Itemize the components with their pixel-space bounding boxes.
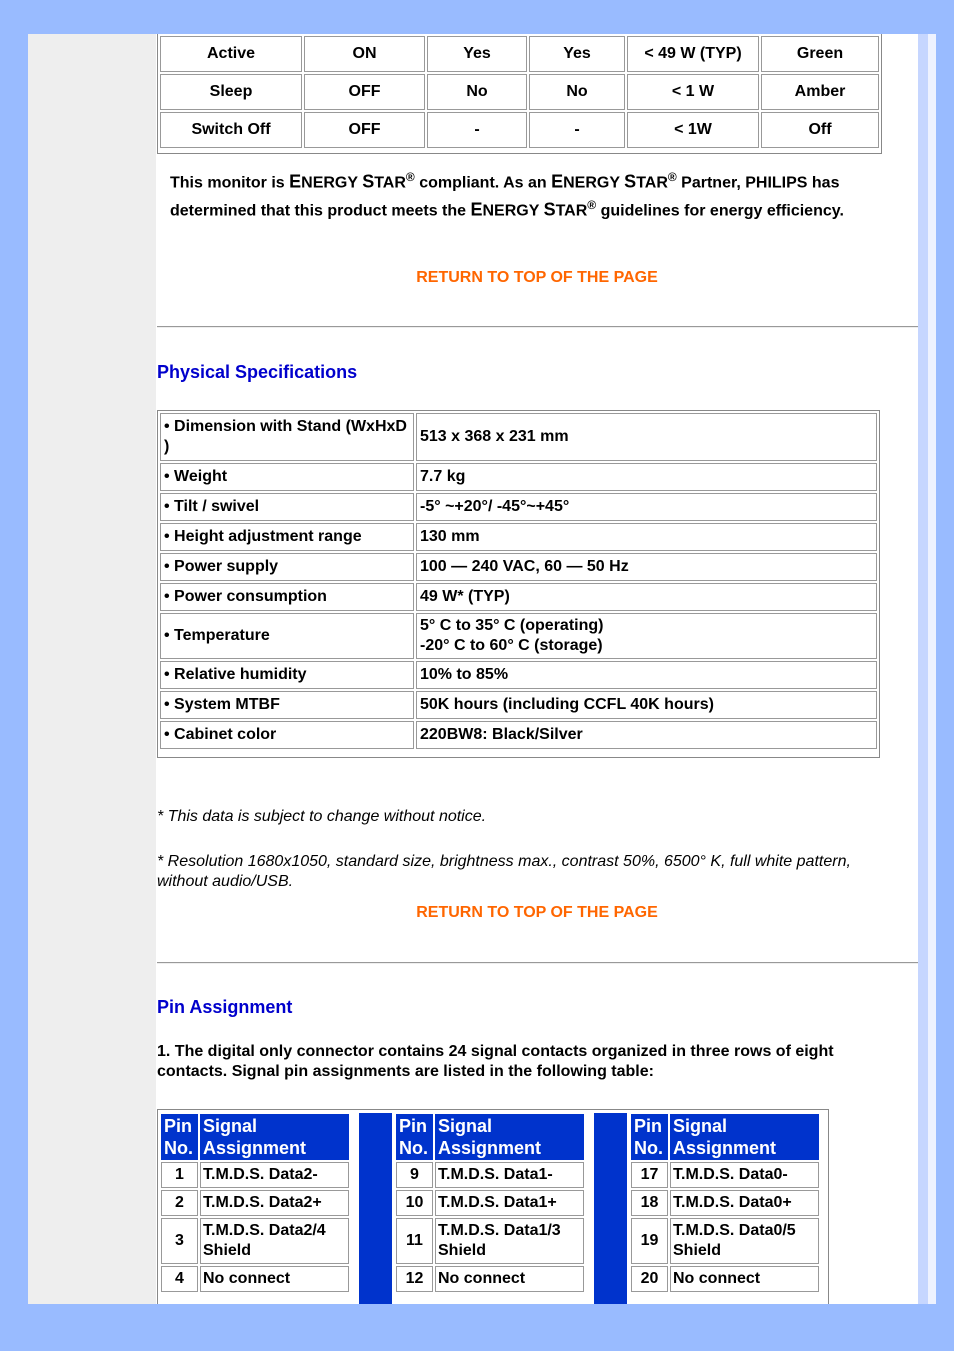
table-row [160, 691, 877, 719]
energy-text: E [470, 199, 483, 220]
physical-specs-table [157, 410, 880, 758]
energy-text: NERGY [301, 174, 358, 192]
signal-header [435, 1114, 584, 1160]
table-row [160, 413, 877, 461]
spec-value: 100 — 240 VAC, 60 — 50 Hz [416, 553, 877, 581]
spec-label: • System MTBF [160, 691, 414, 719]
pin-number: 1 [161, 1162, 198, 1188]
header-line: No. [164, 1138, 193, 1158]
table-cell: OFF [304, 74, 425, 110]
pin-block-3 [629, 1112, 821, 1294]
energy-text: TAR [555, 202, 588, 220]
pin-intro-text: 1. The digital only connector contains 24 signal contacts organized in three rows of eight contacts. Signal pin assignments are listed in the following table: [157, 1043, 834, 1080]
table-row [160, 583, 877, 611]
spec-label: • Temperature [160, 613, 414, 659]
header-line: Pin [634, 1116, 663, 1136]
energy-text: This monitor is [170, 174, 290, 192]
pin-signal: No connect [200, 1266, 349, 1292]
spec-value: 513 x 368 x 231 mm [416, 413, 877, 461]
table-cell: < 49 W (TYP) [627, 36, 759, 72]
pin-header-row [161, 1114, 349, 1160]
right-edge-bar [928, 34, 936, 1304]
energy-text: NERGY [482, 202, 540, 220]
table-cell: - [529, 112, 625, 148]
pin-header-row [631, 1114, 819, 1160]
header-line: Pin [399, 1116, 428, 1136]
energy-text: guidelines for energy efficiency. [596, 202, 844, 220]
table-cell: Yes [427, 36, 527, 72]
pin-number: 2 [161, 1190, 198, 1216]
page-frame [28, 34, 936, 1304]
pin-column-separator [594, 1113, 627, 1304]
table-row [160, 553, 877, 581]
header-line: Signal [673, 1116, 728, 1136]
header-line: Signal [438, 1116, 493, 1136]
spec-label: • Relative humidity [160, 661, 414, 689]
pin-block-1 [159, 1112, 351, 1294]
spec-label: • Height adjustment range [160, 523, 414, 551]
table-row [396, 1162, 584, 1188]
spec-value: 49 W* (TYP) [416, 583, 877, 611]
pin-header-row [396, 1114, 584, 1160]
table-row [396, 1218, 584, 1264]
pin-number: 11 [396, 1218, 433, 1264]
header-line: Assignment [203, 1138, 307, 1158]
registered-mark: ® [667, 170, 677, 184]
pin-number: 12 [396, 1266, 433, 1292]
pin-number: 17 [631, 1162, 668, 1188]
pin-signal: No connect [435, 1266, 584, 1292]
energy-text: S [624, 171, 637, 192]
pin-signal: T.M.D.S. Data0/5 Shield [670, 1218, 819, 1264]
energy-text: TAR [374, 174, 406, 192]
energy-star-note [170, 166, 870, 223]
left-column [28, 34, 156, 1304]
return-to-top-link[interactable]: RETURN TO TOP OF THE PAGE [416, 904, 658, 921]
table-row [631, 1218, 819, 1264]
pin-signal: T.M.D.S. Data2+ [200, 1190, 349, 1216]
signal-header [670, 1114, 819, 1160]
resolution-note: * Resolution 1680x1050, standard size, brightness max., contrast 50%, 6500° K, full white pattern, without audio/USB. [157, 853, 851, 890]
energy-text: E [551, 171, 564, 192]
pin-signal: T.M.D.S. Data0+ [670, 1190, 819, 1216]
table-cell: Active [160, 36, 302, 72]
table-cell: ON [304, 36, 425, 72]
spec-value: 10% to 85% [416, 661, 877, 689]
pin-number: 19 [631, 1218, 668, 1264]
table-row [160, 721, 877, 749]
return-to-top-link[interactable]: RETURN TO TOP OF THE PAGE [416, 269, 658, 286]
spec-value: 50K hours (including CCFL 40K hours) [416, 691, 877, 719]
section-title-physical: Physical Specifications [157, 362, 358, 382]
pin-block-2 [394, 1112, 586, 1294]
pin-number: 20 [631, 1266, 668, 1292]
table-row [631, 1266, 819, 1292]
energy-text: S [543, 199, 556, 220]
table-cell: Sleep [160, 74, 302, 110]
signal-header [200, 1114, 349, 1160]
energy-text: compliant. As an [414, 174, 552, 192]
table-cell: OFF [304, 112, 425, 148]
table-cell: < 1 W [627, 74, 759, 110]
pin-no-header [631, 1114, 668, 1160]
spec-value-line: -20° C to 60° C (storage) [420, 637, 603, 654]
registered-mark: ® [587, 198, 597, 213]
table-row [160, 523, 877, 551]
header-line: No. [399, 1138, 428, 1158]
spec-value: 220BW8: Black/Silver [416, 721, 877, 749]
pin-signal: T.M.D.S. Data1+ [435, 1190, 584, 1216]
pin-signal: No connect [670, 1266, 819, 1292]
right-border-bar [918, 34, 928, 1304]
spec-label: • Dimension with Stand (WxHxD ) [160, 413, 414, 461]
pin-number: 4 [161, 1266, 198, 1292]
spec-value: 130 mm [416, 523, 877, 551]
table-cell: No [427, 74, 527, 110]
table-cell: < 1W [627, 112, 759, 148]
table-row [160, 613, 877, 659]
pin-signal: T.M.D.S. Data1/3 Shield [435, 1218, 584, 1264]
pin-no-header [161, 1114, 198, 1160]
table-row [160, 36, 879, 72]
spec-value: 7.7 kg [416, 463, 877, 491]
change-notice: * This data is subject to change without notice. [157, 808, 487, 825]
header-line: Assignment [438, 1138, 542, 1158]
table-row [631, 1190, 819, 1216]
table-cell: Amber [761, 74, 879, 110]
pin-signal: T.M.D.S. Data2- [200, 1162, 349, 1188]
table-cell: Green [761, 36, 879, 72]
table-cell: Off [761, 112, 879, 148]
table-row [631, 1162, 819, 1188]
divider [157, 326, 918, 328]
table-row [161, 1266, 349, 1292]
section-title-pin: Pin Assignment [157, 997, 293, 1017]
pin-no-header [396, 1114, 433, 1160]
spec-label: • Power consumption [160, 583, 414, 611]
header-line: No. [634, 1138, 663, 1158]
table-row [160, 112, 879, 148]
pin-number: 9 [396, 1162, 433, 1188]
energy-text: S [362, 171, 375, 192]
spec-label: • Tilt / swivel [160, 493, 414, 521]
spec-value [416, 613, 877, 659]
table-row [396, 1190, 584, 1216]
registered-mark: ® [405, 170, 415, 184]
table-row [396, 1266, 584, 1292]
table-cell: Switch Off [160, 112, 302, 148]
table-cell: Yes [529, 36, 625, 72]
energy-text: E [289, 171, 302, 192]
pin-assignment-table [157, 1109, 829, 1304]
pin-number: 18 [631, 1190, 668, 1216]
table-row [161, 1190, 349, 1216]
spec-value-line: 5° C to 35° C (operating) [420, 617, 604, 634]
table-row [160, 463, 877, 491]
table-row [161, 1162, 349, 1188]
table-cell: - [427, 112, 527, 148]
energy-text: NERGY [563, 174, 620, 192]
header-line: Pin [164, 1116, 193, 1136]
spec-label: • Cabinet color [160, 721, 414, 749]
divider [157, 962, 918, 964]
pin-number: 10 [396, 1190, 433, 1216]
table-cell: No [529, 74, 625, 110]
pin-signal: T.M.D.S. Data2/4 Shield [200, 1218, 349, 1264]
energy-text: TAR [636, 174, 668, 192]
pin-number: 3 [161, 1218, 198, 1264]
table-row [160, 74, 879, 110]
header-line: Signal [203, 1116, 258, 1136]
spec-label: • Power supply [160, 553, 414, 581]
energy-text: Partner, PHILIPS has determined that this product meets the [170, 174, 840, 220]
table-row [160, 661, 877, 689]
pin-column-separator [359, 1113, 392, 1304]
pin-signal: T.M.D.S. Data0- [670, 1162, 819, 1188]
header-line: Assignment [673, 1138, 777, 1158]
spec-value: -5° ~+20°/ -45°~+45° [416, 493, 877, 521]
table-row [161, 1218, 349, 1264]
spec-label: • Weight [160, 463, 414, 491]
pin-signal: T.M.D.S. Data1- [435, 1162, 584, 1188]
table-row [160, 493, 877, 521]
power-management-table [157, 34, 882, 154]
